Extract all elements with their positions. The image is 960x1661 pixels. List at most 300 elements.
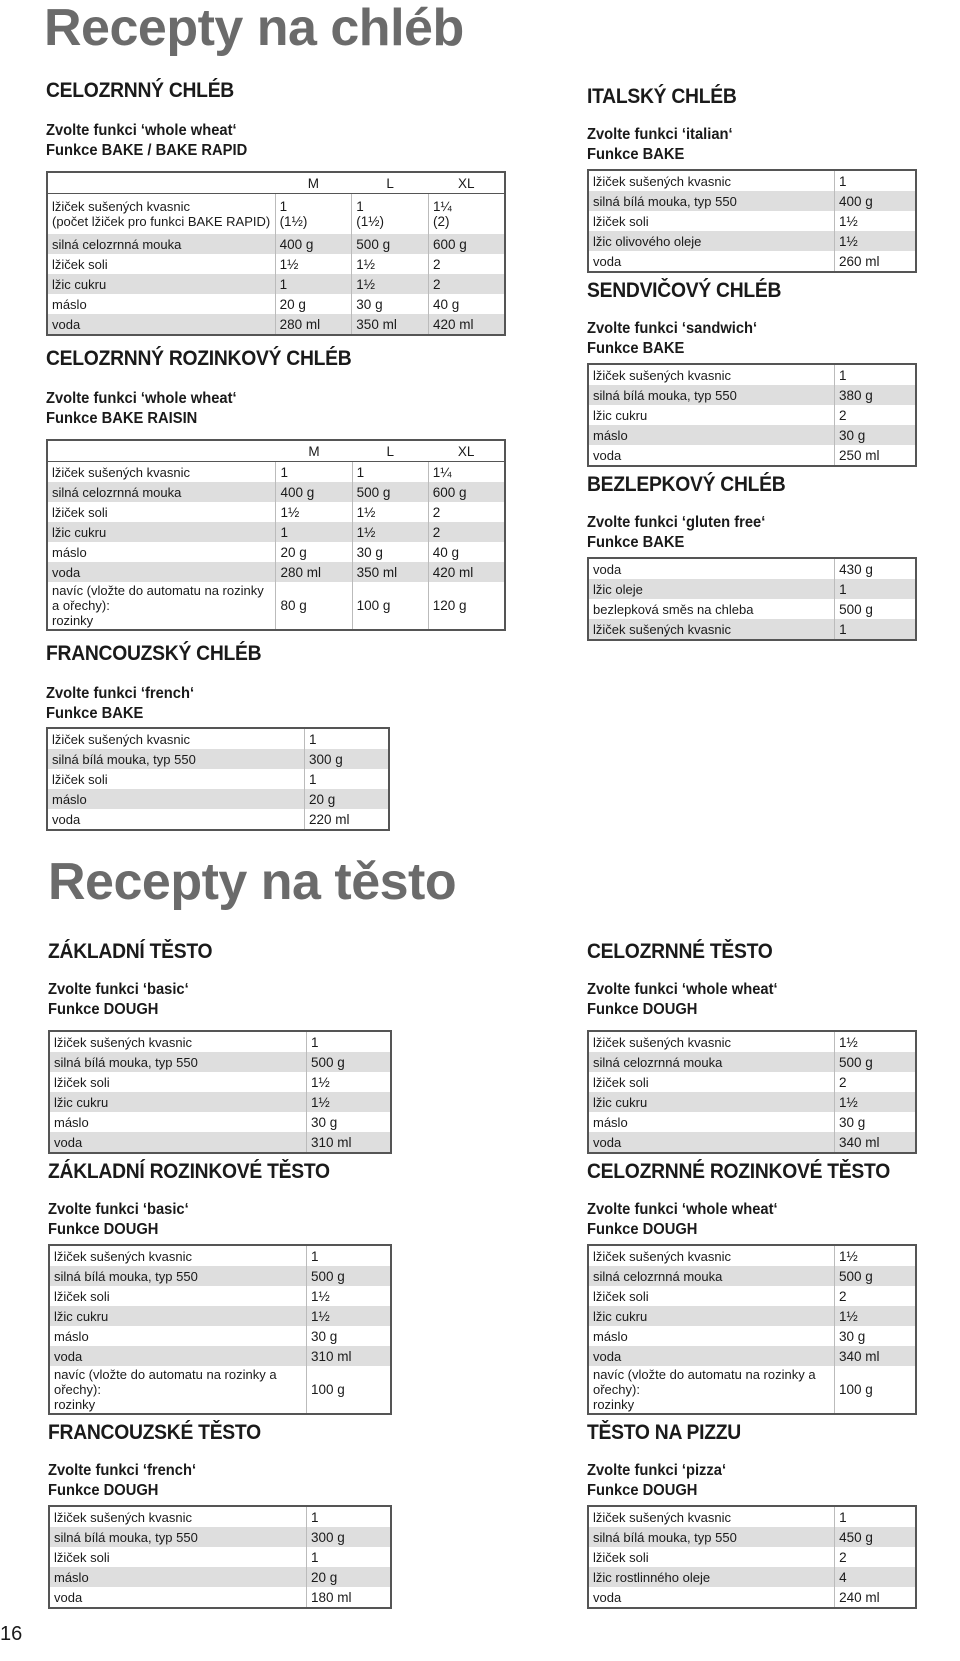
- ingredient-amount: 600 g: [428, 482, 505, 502]
- recipe-title: ZÁKLADNÍ ROZINKOVÉ TĚSTO: [48, 1160, 330, 1183]
- recipe-block: [587, 473, 917, 641]
- header-blank-cell: [47, 172, 275, 194]
- size-header: M: [276, 440, 352, 462]
- ingredient-amount: 1½: [311, 1288, 330, 1304]
- size-header-row: [47, 440, 505, 462]
- ingredient-amount: 1½: [307, 1306, 392, 1326]
- ingredient-row: [47, 294, 505, 314]
- ingredient-row: [47, 482, 505, 502]
- ingredient-row: [588, 619, 916, 640]
- ingredient-name: máslo: [588, 1326, 835, 1346]
- recipe-title: FRANCOUZSKÉ TĚSTO: [48, 1421, 261, 1444]
- ingredient-amount: 4: [835, 1567, 916, 1587]
- ingredient-amount: 1: [309, 771, 317, 787]
- ingredient-amount: 120 g: [432, 598, 467, 613]
- recipe-title: ZÁKLADNÍ TĚSTO: [48, 940, 213, 963]
- ingredient-name: lžiček soli: [588, 1286, 835, 1306]
- recipe-function: Zvolte funkci ‘italian‘: [587, 126, 733, 143]
- ingredient-amount: 100 g: [352, 582, 428, 630]
- ingredient-amount: 1½: [838, 213, 858, 229]
- ingredient-amount: 500 g: [835, 1266, 917, 1286]
- ingredient-name: máslo: [588, 1112, 835, 1132]
- ingredient-name: voda: [588, 251, 834, 272]
- ingredient-amount: 2: [432, 504, 441, 520]
- size-header-row: [47, 172, 505, 194]
- ingredient-row: [49, 1286, 391, 1306]
- ingredient-row: [588, 405, 916, 425]
- ingredient-name: lžiček soli: [47, 502, 276, 522]
- ingredient-amount: 500 g: [352, 482, 428, 502]
- ingredient-row: [588, 191, 916, 211]
- ingredient-row: [47, 809, 389, 830]
- ingredients-table: [48, 1505, 392, 1609]
- ingredient-amount: 420 ml: [429, 314, 505, 335]
- ingredient-name: lžiček soli: [588, 1547, 835, 1567]
- ingredient-amount: 340 ml: [835, 1132, 917, 1153]
- ingredient-name: silná bílá mouka, typ 550: [47, 749, 305, 769]
- recipe-function: Zvolte funkci ‘whole wheat‘: [46, 390, 237, 407]
- ingredient-name: lžic cukru: [588, 1306, 835, 1326]
- ingredient-row: [47, 789, 389, 809]
- ingredient-name: silná bílá mouka, typ 550: [49, 1266, 307, 1286]
- ingredient-name: navíc (vložte do automatu na rozinky a ořechy): rozinky: [49, 1366, 307, 1414]
- recipe-title: CELOZRNNÉ TĚSTO: [587, 940, 773, 963]
- ingredient-amount: 1: [352, 462, 428, 483]
- ingredient-name: lžic cukru: [47, 274, 275, 294]
- ingredient-amount: 1½: [352, 502, 428, 522]
- ingredient-amount: 1: [311, 1549, 319, 1565]
- ingredient-name: máslo: [49, 1326, 307, 1346]
- ingredient-amount: 1: [835, 579, 916, 599]
- ingredient-amount: 2: [428, 522, 505, 542]
- ingredients-table: [46, 171, 506, 336]
- ingredient-amount: 1 (1½): [352, 194, 429, 235]
- ingredient-row: [588, 1366, 916, 1414]
- header-blank-cell: [47, 440, 276, 462]
- recipe-block: [46, 79, 506, 336]
- ingredient-amount: 500 g: [835, 1052, 917, 1072]
- recipe-program: Funkce BAKE RAISIN: [46, 410, 198, 427]
- ingredient-row: [49, 1587, 391, 1608]
- ingredient-amount: 30 g: [839, 1328, 866, 1344]
- ingredient-row: [49, 1306, 391, 1326]
- recipe-program: Funkce BAKE / BAKE RAPID: [46, 142, 248, 159]
- recipe-block: [46, 642, 506, 831]
- ingredient-amount: 30 g: [352, 542, 428, 562]
- recipe-block: [587, 940, 917, 1154]
- ingredient-row: [588, 1092, 916, 1112]
- recipe-program: Funkce DOUGH: [587, 1221, 698, 1238]
- ingredient-row: [47, 728, 389, 749]
- ingredients-table: [587, 363, 917, 467]
- size-header: M: [275, 172, 352, 194]
- ingredient-name: silná bílá mouka, typ 550: [49, 1052, 307, 1072]
- recipe-program: Funkce DOUGH: [48, 1221, 159, 1238]
- dough-right-column: [587, 940, 917, 1609]
- bread-right-column: [587, 85, 917, 641]
- recipe-block: [587, 1160, 917, 1415]
- ingredient-amount: 500 g: [352, 234, 429, 254]
- ingredient-row: [49, 1346, 391, 1366]
- ingredient-name: lžiček sušených kvasnic: [49, 1245, 307, 1266]
- ingredient-row: [588, 1245, 916, 1266]
- ingredient-amount: 1½: [835, 1092, 917, 1112]
- ingredient-name: silná celozrnná mouka: [47, 234, 275, 254]
- ingredient-name: lžic olivového oleje: [588, 231, 834, 251]
- recipe-block: [587, 279, 917, 467]
- ingredient-name: silná bílá mouka, typ 550: [588, 385, 834, 405]
- ingredient-amount: 1½: [352, 254, 429, 274]
- ingredient-amount: 430 g: [839, 561, 873, 577]
- ingredient-row: [47, 254, 505, 274]
- ingredient-amount: 30 g: [311, 1328, 338, 1344]
- recipe-block: [48, 940, 508, 1154]
- ingredients-table: [48, 1030, 392, 1154]
- ingredient-name: lžiček sušených kvasnic: [47, 728, 305, 749]
- ingredient-amount: 400 g: [275, 234, 352, 254]
- ingredient-row: [49, 1326, 391, 1346]
- ingredient-name: lžiček sušených kvasnic: [588, 1031, 835, 1052]
- size-header: XL: [428, 440, 505, 462]
- recipe-program: Funkce DOUGH: [587, 1001, 698, 1018]
- ingredient-name: voda: [47, 562, 276, 582]
- ingredient-name: navíc (vložte do automatu na rozinky a ořechy): rozinky: [47, 582, 276, 630]
- ingredient-amount: 1: [838, 173, 847, 189]
- ingredient-name: lžic oleje: [588, 579, 835, 599]
- ingredient-row: [47, 542, 505, 562]
- ingredient-name: bezlepková směs na chleba: [588, 599, 835, 619]
- ingredient-row: [49, 1567, 391, 1587]
- ingredient-row: [49, 1547, 391, 1567]
- ingredients-table: [46, 727, 390, 831]
- ingredient-name: silná celozrnná mouka: [588, 1266, 835, 1286]
- recipe-function: Zvolte funkci ‘basic‘: [48, 1201, 189, 1218]
- recipe-block: [48, 1421, 508, 1609]
- ingredient-amount: 260 ml: [838, 253, 880, 269]
- ingredient-row: [588, 1306, 916, 1326]
- ingredient-row: [588, 251, 916, 272]
- ingredient-row: [47, 234, 505, 254]
- ingredient-name: voda: [49, 1587, 307, 1608]
- ingredient-name: lžiček sušených kvasnic: [588, 170, 834, 191]
- ingredient-amount: 300 g: [305, 749, 390, 769]
- ingredient-amount: 30 g: [311, 1114, 338, 1130]
- ingredient-amount: 1: [309, 731, 317, 747]
- recipe-program: Funkce BAKE: [587, 146, 685, 163]
- ingredient-amount: 1½: [834, 231, 916, 251]
- ingredient-name: lžiček sušených kvasnic: [588, 1245, 835, 1266]
- bread-left-column: [46, 79, 506, 831]
- ingredient-name: lžiček sušených kvasnic (počet lžiček pro funkci BAKE RAPID): [47, 194, 275, 235]
- ingredient-row: [588, 1567, 916, 1587]
- ingredient-amount: 100 g: [311, 1382, 345, 1397]
- recipe-function: Zvolte funkci ‘gluten free‘: [587, 514, 766, 531]
- ingredient-amount: 20 g: [307, 1567, 392, 1587]
- ingredient-amount: 400 g: [276, 482, 352, 502]
- ingredient-amount: 220 ml: [309, 811, 350, 827]
- ingredient-amount: 1: [275, 274, 352, 294]
- ingredient-name: máslo: [47, 789, 305, 809]
- ingredient-amount: 1½: [275, 254, 352, 274]
- recipe-program: Funkce BAKE: [587, 534, 685, 551]
- ingredient-amount: 2: [433, 256, 441, 272]
- ingredient-name: lžiček soli: [47, 769, 305, 789]
- recipe-program: Funkce BAKE: [587, 340, 685, 357]
- ingredient-row: [47, 769, 389, 789]
- ingredient-row: [588, 1266, 916, 1286]
- recipe-title: BEZLEPKOVÝ CHLÉB: [587, 473, 786, 496]
- ingredient-row: [588, 1052, 916, 1072]
- ingredient-amount: 1: [838, 367, 847, 383]
- ingredient-amount: 1½: [276, 502, 352, 522]
- ingredient-name: voda: [47, 809, 305, 830]
- ingredient-name: lžiček soli: [49, 1286, 307, 1306]
- ingredient-row: [47, 582, 505, 630]
- ingredient-name: lžiček soli: [49, 1547, 307, 1567]
- ingredient-row: [588, 1031, 916, 1052]
- ingredient-amount: 310 ml: [307, 1132, 392, 1153]
- ingredient-amount: 2: [839, 1074, 847, 1090]
- ingredients-table: [48, 1244, 392, 1415]
- ingredient-amount: 1: [276, 462, 352, 483]
- ingredient-amount: 1: [839, 1509, 847, 1525]
- ingredient-amount: 1: [311, 1248, 319, 1264]
- recipe-program: Funkce DOUGH: [48, 1001, 159, 1018]
- ingredient-name: lžic cukru: [588, 405, 834, 425]
- ingredient-name: voda: [588, 1346, 835, 1366]
- ingredient-amount: 1 (1½): [275, 194, 352, 235]
- ingredient-row: [588, 579, 916, 599]
- ingredient-row: [588, 599, 916, 619]
- ingredients-table: [587, 169, 917, 273]
- recipe-block: [587, 85, 917, 273]
- ingredient-amount: 1½: [352, 522, 428, 542]
- recipe-title: CELOZRNNÉ ROZINKOVÉ TĚSTO: [587, 1160, 890, 1183]
- ingredient-row: [588, 1506, 916, 1527]
- recipe-function: Zvolte funkci ‘french‘: [46, 685, 195, 702]
- ingredient-name: lžic rostlinného oleje: [588, 1567, 835, 1587]
- recipe-title: CELOZRNNÝ ROZINKOVÝ CHLÉB: [46, 347, 352, 370]
- ingredients-table: [46, 439, 506, 631]
- ingredient-row: [49, 1072, 391, 1092]
- ingredient-amount: 20 g: [305, 789, 390, 809]
- ingredient-name: voda: [49, 1132, 307, 1153]
- ingredient-row: [49, 1052, 391, 1072]
- ingredient-amount: 180 ml: [311, 1589, 352, 1605]
- ingredient-row: [49, 1092, 391, 1112]
- ingredient-name: voda: [588, 558, 835, 579]
- ingredient-amount: 40 g: [432, 544, 460, 560]
- ingredient-name: voda: [47, 314, 275, 335]
- recipe-function: Zvolte funkci ‘pizza‘: [587, 1462, 727, 1479]
- recipe-function: Zvolte funkci ‘whole wheat‘: [587, 1201, 778, 1218]
- ingredient-row: [588, 170, 916, 191]
- ingredient-name: lžiček soli: [49, 1072, 307, 1092]
- ingredient-amount: 1¼: [432, 464, 452, 480]
- ingredient-amount: 250 ml: [838, 447, 880, 463]
- ingredient-amount: 350 ml: [352, 314, 429, 335]
- ingredient-row: [588, 1527, 916, 1547]
- ingredient-amount: 380 g: [834, 385, 916, 405]
- ingredient-name: voda: [588, 1132, 835, 1153]
- ingredient-name: máslo: [588, 425, 834, 445]
- ingredient-row: [588, 1286, 916, 1306]
- recipe-function: Zvolte funkci ‘whole wheat‘: [46, 122, 237, 139]
- recipe-title: FRANCOUZSKÝ CHLÉB: [46, 642, 262, 665]
- ingredient-amount: 1¼ (2): [433, 199, 452, 229]
- ingredient-name: lžiček soli: [47, 254, 275, 274]
- recipe-block: [48, 1160, 508, 1415]
- ingredient-row: [588, 1587, 916, 1608]
- ingredient-amount: 40 g: [433, 296, 460, 312]
- ingredient-row: [588, 1346, 916, 1366]
- ingredient-amount: 280 ml: [276, 562, 352, 582]
- ingredient-amount: 280 ml: [275, 314, 352, 335]
- ingredient-row: [588, 1112, 916, 1132]
- ingredient-name: lžiček sušených kvasnic: [49, 1506, 307, 1527]
- ingredient-row: [588, 1326, 916, 1346]
- ingredient-amount: 1½: [352, 274, 429, 294]
- size-header: L: [352, 172, 429, 194]
- ingredient-name: lžiček sušených kvasnic: [588, 364, 834, 385]
- ingredient-name: lžiček sušených kvasnic: [588, 619, 835, 640]
- ingredient-row: [588, 445, 916, 466]
- ingredient-name: silná bílá mouka, typ 550: [49, 1527, 307, 1547]
- ingredient-row: [588, 1132, 916, 1153]
- ingredients-table: [587, 1030, 917, 1154]
- recipe-program: Funkce DOUGH: [48, 1482, 159, 1499]
- ingredient-amount: 20 g: [276, 542, 352, 562]
- ingredient-amount: 310 ml: [307, 1346, 392, 1366]
- dough-left-column: [48, 940, 508, 1609]
- size-header: XL: [429, 172, 505, 194]
- ingredient-name: silná celozrnná mouka: [47, 482, 276, 502]
- ingredient-amount: 400 g: [834, 191, 916, 211]
- ingredient-amount: 500 g: [839, 601, 873, 617]
- dough-section-title: Recepty na těsto: [48, 853, 457, 911]
- recipe-title: ITALSKÝ CHLÉB: [587, 85, 737, 108]
- ingredient-row: [49, 1506, 391, 1527]
- ingredient-row: [588, 385, 916, 405]
- ingredient-amount: 1: [311, 1034, 319, 1050]
- recipe-function: Zvolte funkci ‘basic‘: [48, 981, 189, 998]
- ingredient-row: [47, 522, 505, 542]
- ingredient-name: silná celozrnná mouka: [588, 1052, 835, 1072]
- ingredients-table: [587, 557, 917, 641]
- recipe-block: [587, 1421, 917, 1609]
- ingredient-amount: 240 ml: [839, 1589, 880, 1605]
- ingredient-name: lžiček sušených kvasnic: [47, 462, 276, 483]
- ingredient-name: lžic cukru: [49, 1092, 307, 1112]
- ingredient-amount: 1½: [839, 1034, 858, 1050]
- ingredient-amount: 1½: [307, 1092, 392, 1112]
- recipe-function: Zvolte funkci ‘french‘: [48, 1462, 197, 1479]
- ingredient-row: [47, 274, 505, 294]
- ingredient-amount: 30 g: [352, 294, 429, 314]
- ingredient-name: silná bílá mouka, typ 550: [588, 191, 834, 211]
- ingredient-row: [47, 562, 505, 582]
- ingredient-amount: 300 g: [307, 1527, 392, 1547]
- ingredient-amount: 420 ml: [428, 562, 505, 582]
- bread-section-title: Recepty na chléb: [44, 0, 464, 57]
- ingredient-amount: 2: [839, 1549, 847, 1565]
- ingredient-amount: 2: [429, 274, 505, 294]
- ingredient-amount: 1½: [311, 1074, 330, 1090]
- recipe-block: [46, 347, 506, 631]
- ingredient-row: [49, 1527, 391, 1547]
- ingredient-amount: 1: [276, 522, 352, 542]
- ingredient-amount: 340 ml: [835, 1346, 917, 1366]
- ingredient-name: lžiček soli: [588, 211, 834, 231]
- ingredient-amount: 30 g: [834, 425, 916, 445]
- ingredient-name: voda: [49, 1346, 307, 1366]
- ingredient-amount: 80 g: [276, 582, 352, 630]
- ingredient-name: máslo: [47, 294, 275, 314]
- recipe-title: CELOZRNNÝ CHLÉB: [46, 79, 234, 102]
- ingredient-row: [47, 462, 505, 483]
- recipe-function: Zvolte funkci ‘whole wheat‘: [587, 981, 778, 998]
- recipe-title: TĚSTO NA PIZZU: [587, 1421, 741, 1444]
- ingredient-row: [588, 364, 916, 385]
- ingredient-amount: 30 g: [839, 1114, 866, 1130]
- ingredient-row: [49, 1266, 391, 1286]
- ingredient-amount: 1½: [835, 1306, 917, 1326]
- ingredient-amount: 20 g: [275, 294, 352, 314]
- size-header: L: [352, 440, 428, 462]
- ingredient-row: [47, 314, 505, 335]
- ingredient-name: máslo: [49, 1112, 307, 1132]
- ingredient-row: [47, 194, 505, 235]
- recipe-function: Zvolte funkci ‘sandwich‘: [587, 320, 758, 337]
- recipe-title: SENDVIČOVÝ CHLÉB: [587, 279, 782, 302]
- recipe-program: Funkce DOUGH: [587, 1482, 698, 1499]
- ingredient-row: [47, 749, 389, 769]
- ingredient-row: [49, 1366, 391, 1414]
- ingredient-row: [588, 1072, 916, 1092]
- ingredient-row: [588, 231, 916, 251]
- ingredient-name: lžic cukru: [588, 1092, 835, 1112]
- ingredient-row: [588, 425, 916, 445]
- ingredient-amount: 2: [839, 1288, 847, 1304]
- ingredient-name: silná bílá mouka, typ 550: [588, 1527, 835, 1547]
- recipe-program: Funkce BAKE: [46, 705, 144, 722]
- ingredient-row: [47, 502, 505, 522]
- ingredient-amount: 450 g: [835, 1527, 916, 1547]
- ingredient-amount: 500 g: [307, 1266, 392, 1286]
- ingredient-amount: 600 g: [429, 234, 505, 254]
- ingredient-name: lžic cukru: [49, 1306, 307, 1326]
- ingredient-row: [588, 211, 916, 231]
- ingredient-amount: 100 g: [839, 1382, 873, 1397]
- ingredient-row: [49, 1245, 391, 1266]
- ingredient-amount: 350 ml: [352, 562, 428, 582]
- page-number: 16: [0, 1623, 23, 1645]
- ingredient-name: voda: [588, 445, 834, 466]
- ingredient-name: lžic cukru: [47, 522, 276, 542]
- ingredient-amount: 2: [838, 407, 847, 423]
- ingredients-table: [587, 1244, 917, 1415]
- ingredient-name: lžiček sušených kvasnic: [49, 1031, 307, 1052]
- ingredient-amount: 1: [835, 619, 916, 640]
- ingredient-name: navíc (vložte do automatu na rozinky a ořechy): rozinky: [588, 1366, 835, 1414]
- ingredient-amount: 1½: [839, 1248, 858, 1264]
- ingredient-name: lžiček soli: [588, 1072, 835, 1092]
- ingredient-name: máslo: [47, 542, 276, 562]
- ingredient-row: [588, 558, 916, 579]
- ingredient-amount: 500 g: [307, 1052, 392, 1072]
- ingredient-amount: 1: [311, 1509, 319, 1525]
- ingredient-row: [49, 1031, 391, 1052]
